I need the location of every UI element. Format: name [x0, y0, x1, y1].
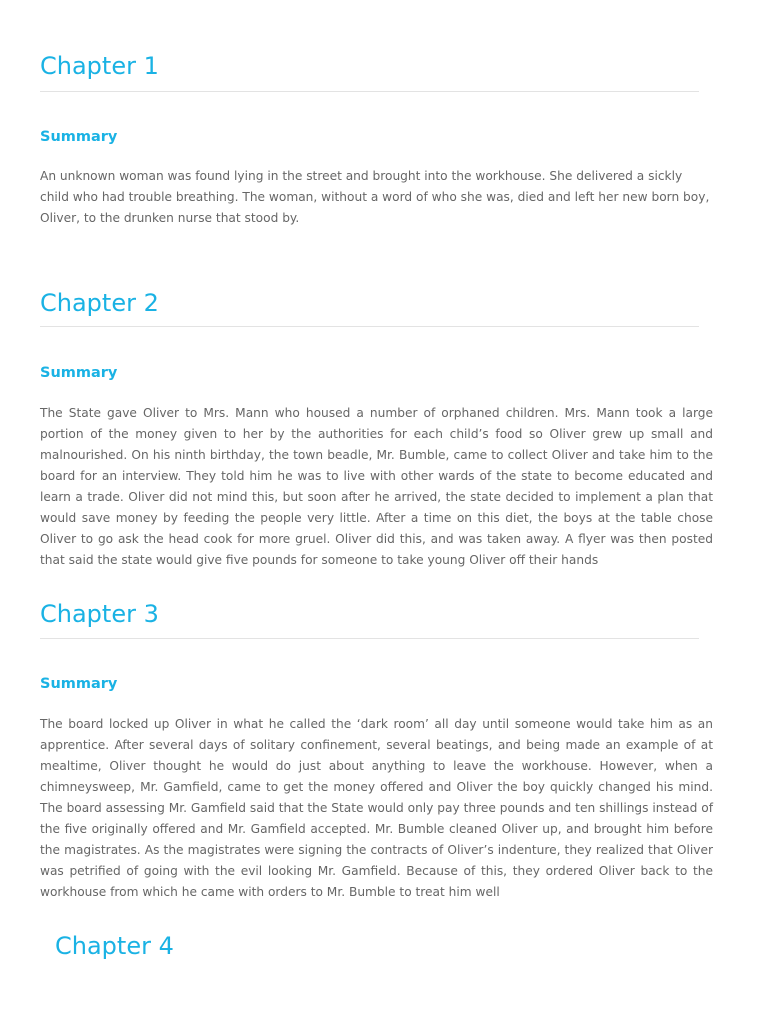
chapter-2-summary-heading: Summary — [40, 365, 118, 381]
chapter-2-summary-text: The State gave Oliver to Mrs. Mann who housed a number of orphaned children. Mrs. Mann took a large portion of the money given to her by the authorities for each child’s food so Oliver grew up small and malnourished. On his ninth birthday, the town beadle, Mr. Bumble, came to collect Oliver and take him to the board for an interview. They told him he was to live with other wards of the state to become educated and learn a trade. Oliver did not mind this, but soon after he arrived, the state decided to implement a plan that would save money by feeding the people very little. After a time on this diet, the boys at the table chose Oliver to go ask the head cook for more gruel. Oliver did this, and was taken away. A flyer was then posted that said the state would give five pounds for someone to take young Oliver off their hands — [40, 406, 713, 567]
chapter-3-summary-heading: Summary — [40, 676, 118, 692]
chapter-1-summary-heading: Summary — [40, 129, 118, 145]
chapter-1-divider — [40, 91, 699, 92]
chapter-1-title: Chapter 1 — [40, 52, 159, 80]
chapter-3-summary-text: The board locked up Oliver in what he called the ‘dark room’ all day until someone would take him as an apprentice. After several days of solitary confinement, several beatings, and being made an example of at mealtime, Oliver thought he would do just about anything to leave the workhouse. However, when a chimneysweep, Mr. Gamfield, came to get the money offered and Oliver the boy quickly changed his mind. The board assessing Mr. Gamfield said that the State would only pay three pounds and ten shillings instead of the five originally offered and Mr. Gamfield accepted. Mr. Bumble cleaned Oliver up, and brought him before the magistrates. As the magistrates were signing the contracts of Oliver’s indenture, they realized that Oliver was petrified of going with the evil looking Mr. Gamfield. Because of this, they ordered Oliver back to the workhouse from which he came with orders to Mr. Bumble to treat him well — [40, 717, 713, 899]
chapter-3-divider — [40, 638, 699, 639]
chapter-1-summary-text: An unknown woman was found lying in the street and brought into the workhouse. She delivered a sickly child who had trouble breathing. The woman, without a word of who she was, died and left her new born boy, Oliver, to the drunken nurse that stood by. — [40, 169, 710, 225]
chapter-2-title: Chapter 2 — [40, 289, 159, 317]
chapter-2-divider — [40, 326, 699, 327]
chapter-3-title: Chapter 3 — [40, 600, 159, 628]
chapter-4-title: Chapter 4 — [55, 932, 174, 960]
